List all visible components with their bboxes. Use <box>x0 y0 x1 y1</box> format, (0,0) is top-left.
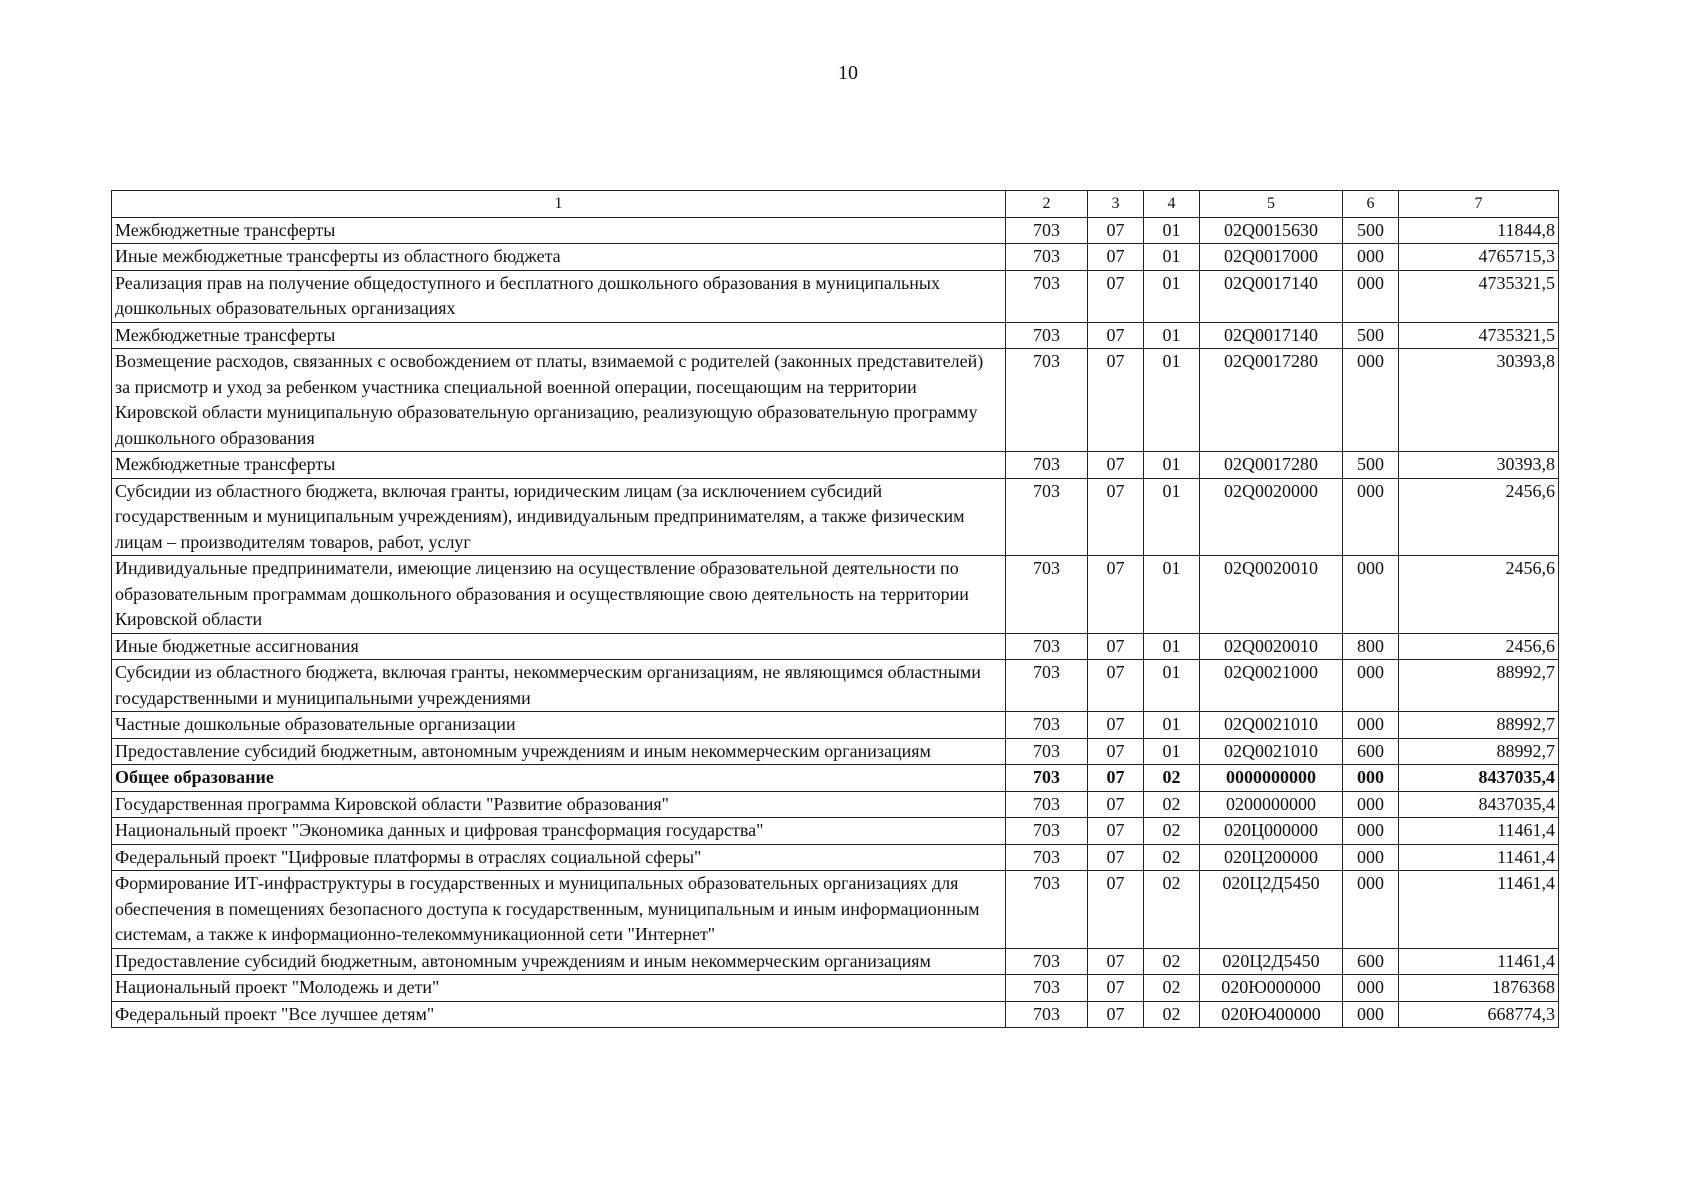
cell-expense-type: 500 <box>1343 452 1399 479</box>
cell-subsection: 01 <box>1144 556 1200 634</box>
cell-amount: 4735321,5 <box>1399 322 1559 349</box>
header-col-3: 3 <box>1088 191 1144 218</box>
table-row <box>112 765 1559 792</box>
cell-expense-type: 000 <box>1343 270 1399 322</box>
cell-target-article: 02Q0020010 <box>1200 556 1343 634</box>
cell-subsection: 02 <box>1144 1001 1200 1028</box>
cell-ministry-code: 703 <box>1006 478 1088 556</box>
cell-name: Иные межбюджетные трансферты из областного бюджета <box>112 244 1006 271</box>
cell-target-article: 02Q0017140 <box>1200 322 1343 349</box>
cell-amount: 88992,7 <box>1399 738 1559 765</box>
cell-section: 07 <box>1088 738 1144 765</box>
cell-section: 07 <box>1088 478 1144 556</box>
cell-ministry-code: 703 <box>1006 712 1088 739</box>
cell-ministry-code: 703 <box>1006 349 1088 452</box>
header-col-2: 2 <box>1006 191 1088 218</box>
cell-expense-type: 500 <box>1343 217 1399 244</box>
cell-subsection: 01 <box>1144 349 1200 452</box>
cell-name: Иные бюджетные ассигнования <box>112 633 1006 660</box>
table-row <box>112 478 1559 556</box>
cell-ministry-code: 703 <box>1006 322 1088 349</box>
table-row <box>112 244 1559 271</box>
cell-amount: 11844,8 <box>1399 217 1559 244</box>
table-row <box>112 322 1559 349</box>
cell-target-article: 0200000000 <box>1200 791 1343 818</box>
cell-target-article: 020Ц200000 <box>1200 844 1343 871</box>
cell-expense-type: 000 <box>1343 818 1399 845</box>
cell-amount: 4735321,5 <box>1399 270 1559 322</box>
cell-target-article: 02Q0017140 <box>1200 270 1343 322</box>
cell-section: 07 <box>1088 452 1144 479</box>
cell-target-article: 020Ц2Д5450 <box>1200 871 1343 949</box>
cell-ministry-code: 703 <box>1006 844 1088 871</box>
cell-subsection: 02 <box>1144 871 1200 949</box>
cell-subsection: 01 <box>1144 478 1200 556</box>
cell-expense-type: 000 <box>1343 478 1399 556</box>
cell-subsection: 01 <box>1144 660 1200 712</box>
cell-ministry-code: 703 <box>1006 556 1088 634</box>
cell-section: 07 <box>1088 818 1144 845</box>
cell-target-article: 020Ц000000 <box>1200 818 1343 845</box>
page-number: 10 <box>838 62 858 84</box>
table-header-row <box>112 191 1559 218</box>
cell-section: 07 <box>1088 948 1144 975</box>
cell-amount: 2456,6 <box>1399 478 1559 556</box>
cell-target-article: 02Q0021010 <box>1200 738 1343 765</box>
cell-expense-type: 500 <box>1343 322 1399 349</box>
table-row <box>112 948 1559 975</box>
cell-target-article: 020Ц2Д5450 <box>1200 948 1343 975</box>
cell-expense-type: 000 <box>1343 871 1399 949</box>
cell-name: Субсидии из областного бюджета, включая гранты, некоммерческим организациям, не являющимся областными государственными и муниципальными учреждениями <box>112 660 1006 712</box>
cell-subsection: 01 <box>1144 452 1200 479</box>
cell-subsection: 01 <box>1144 244 1200 271</box>
table-row <box>112 452 1559 479</box>
header-col-1: 1 <box>112 191 1006 218</box>
table-row <box>112 1001 1559 1028</box>
cell-name: Федеральный проект "Все лучшее детям" <box>112 1001 1006 1028</box>
cell-ministry-code: 703 <box>1006 217 1088 244</box>
cell-name: Межбюджетные трансферты <box>112 452 1006 479</box>
cell-ministry-code: 703 <box>1006 452 1088 479</box>
cell-section: 07 <box>1088 1001 1144 1028</box>
table-row <box>112 818 1559 845</box>
cell-amount: 88992,7 <box>1399 660 1559 712</box>
cell-section: 07 <box>1088 244 1144 271</box>
cell-amount: 8437035,4 <box>1399 791 1559 818</box>
table-row <box>112 738 1559 765</box>
cell-name: Государственная программа Кировской области "Развитие образования" <box>112 791 1006 818</box>
header-col-7: 7 <box>1399 191 1559 218</box>
table-row <box>112 660 1559 712</box>
budget-table <box>111 190 1559 1028</box>
cell-subsection: 02 <box>1144 844 1200 871</box>
cell-amount: 88992,7 <box>1399 712 1559 739</box>
header-col-4: 4 <box>1144 191 1200 218</box>
cell-expense-type: 600 <box>1343 738 1399 765</box>
cell-subsection: 02 <box>1144 765 1200 792</box>
cell-subsection: 02 <box>1144 791 1200 818</box>
cell-section: 07 <box>1088 349 1144 452</box>
cell-name: Формирование ИТ-инфраструктуры в государственных и муниципальных образовательных организациях для обеспечения в помещениях безопасного доступа к государственным, муниципальным и иным информационным системам, а также к информационно-телекоммуникационной сети "Интернет" <box>112 871 1006 949</box>
cell-name: Субсидии из областного бюджета, включая гранты, юридическим лицам (за исключением субсидий государственным и муниципальным учреждениям), индивидуальным предпринимателям, а также физическим лицам – производителям товаров, работ, услуг <box>112 478 1006 556</box>
cell-ministry-code: 703 <box>1006 270 1088 322</box>
cell-expense-type: 000 <box>1343 556 1399 634</box>
cell-name: Межбюджетные трансферты <box>112 217 1006 244</box>
table-row <box>112 633 1559 660</box>
cell-expense-type: 000 <box>1343 844 1399 871</box>
cell-target-article: 020Ю000000 <box>1200 975 1343 1002</box>
cell-target-article: 02Q0021000 <box>1200 660 1343 712</box>
cell-ministry-code: 703 <box>1006 871 1088 949</box>
cell-name: Национальный проект "Экономика данных и цифровая трансформация государства" <box>112 818 1006 845</box>
cell-section: 07 <box>1088 791 1144 818</box>
cell-target-article: 02Q0020000 <box>1200 478 1343 556</box>
cell-expense-type: 000 <box>1343 712 1399 739</box>
cell-section: 07 <box>1088 322 1144 349</box>
cell-name: Индивидуальные предприниматели, имеющие лицензию на осуществление образовательной деятельности по образовательным программам дошкольного образования и осуществляющие свою деятельность на территории Кировской области <box>112 556 1006 634</box>
cell-ministry-code: 703 <box>1006 633 1088 660</box>
table-row <box>112 844 1559 871</box>
cell-amount: 8437035,4 <box>1399 765 1559 792</box>
cell-ministry-code: 703 <box>1006 791 1088 818</box>
table-row <box>112 270 1559 322</box>
table-row <box>112 791 1559 818</box>
cell-subsection: 01 <box>1144 712 1200 739</box>
cell-amount: 2456,6 <box>1399 556 1559 634</box>
header-col-6: 6 <box>1343 191 1399 218</box>
cell-section: 07 <box>1088 712 1144 739</box>
cell-expense-type: 800 <box>1343 633 1399 660</box>
cell-name: Предоставление субсидий бюджетным, автономным учреждениям и иным некоммерческим организациям <box>112 948 1006 975</box>
cell-subsection: 01 <box>1144 270 1200 322</box>
cell-ministry-code: 703 <box>1006 244 1088 271</box>
cell-ministry-code: 703 <box>1006 1001 1088 1028</box>
cell-expense-type: 000 <box>1343 660 1399 712</box>
cell-target-article: 02Q0017280 <box>1200 452 1343 479</box>
cell-amount: 11461,4 <box>1399 844 1559 871</box>
table-row <box>112 871 1559 949</box>
cell-subsection: 01 <box>1144 633 1200 660</box>
cell-section: 07 <box>1088 844 1144 871</box>
cell-subsection: 02 <box>1144 948 1200 975</box>
cell-amount: 30393,8 <box>1399 349 1559 452</box>
table-row <box>112 975 1559 1002</box>
cell-expense-type: 000 <box>1343 244 1399 271</box>
cell-amount: 11461,4 <box>1399 818 1559 845</box>
cell-expense-type: 000 <box>1343 975 1399 1002</box>
cell-section: 07 <box>1088 270 1144 322</box>
cell-target-article: 0000000000 <box>1200 765 1343 792</box>
cell-expense-type: 000 <box>1343 765 1399 792</box>
cell-subsection: 02 <box>1144 975 1200 1002</box>
cell-section: 07 <box>1088 975 1144 1002</box>
cell-expense-type: 000 <box>1343 349 1399 452</box>
cell-amount: 11461,4 <box>1399 871 1559 949</box>
cell-amount: 4765715,3 <box>1399 244 1559 271</box>
cell-target-article: 02Q0015630 <box>1200 217 1343 244</box>
cell-ministry-code: 703 <box>1006 975 1088 1002</box>
cell-section: 07 <box>1088 765 1144 792</box>
cell-amount: 2456,6 <box>1399 633 1559 660</box>
cell-section: 07 <box>1088 217 1144 244</box>
cell-ministry-code: 703 <box>1006 660 1088 712</box>
cell-name: Частные дошкольные образовательные организации <box>112 712 1006 739</box>
cell-name: Реализация прав на получение общедоступного и бесплатного дошкольного образования в муниципальных дошкольных образовательных организациях <box>112 270 1006 322</box>
cell-target-article: 02Q0017000 <box>1200 244 1343 271</box>
cell-expense-type: 000 <box>1343 791 1399 818</box>
cell-amount: 1876368 <box>1399 975 1559 1002</box>
cell-subsection: 01 <box>1144 322 1200 349</box>
cell-target-article: 02Q0021010 <box>1200 712 1343 739</box>
cell-amount: 11461,4 <box>1399 948 1559 975</box>
cell-subsection: 01 <box>1144 217 1200 244</box>
table-row <box>112 556 1559 634</box>
cell-target-article: 020Ю400000 <box>1200 1001 1343 1028</box>
cell-expense-type: 600 <box>1343 948 1399 975</box>
cell-target-article: 02Q0020010 <box>1200 633 1343 660</box>
cell-subsection: 01 <box>1144 738 1200 765</box>
cell-section: 07 <box>1088 556 1144 634</box>
cell-ministry-code: 703 <box>1006 738 1088 765</box>
cell-subsection: 02 <box>1144 818 1200 845</box>
cell-name: Межбюджетные трансферты <box>112 322 1006 349</box>
cell-section: 07 <box>1088 660 1144 712</box>
cell-name: Национальный проект "Молодежь и дети" <box>112 975 1006 1002</box>
table-row <box>112 712 1559 739</box>
cell-amount: 668774,3 <box>1399 1001 1559 1028</box>
cell-name: Возмещение расходов, связанных с освобождением от платы, взимаемой с родителей (законных представителей) за присмотр и уход за ребенком участника специальной военной операции, посещающим на территории Кировской области муниципальную образовательную организацию, реализующую образовательную программу дошкольного образования <box>112 349 1006 452</box>
cell-ministry-code: 703 <box>1006 818 1088 845</box>
cell-section: 07 <box>1088 871 1144 949</box>
table-row <box>112 349 1559 452</box>
cell-name: Общее образование <box>112 765 1006 792</box>
cell-name: Предоставление субсидий бюджетным, автономным учреждениям и иным некоммерческим организациям <box>112 738 1006 765</box>
cell-section: 07 <box>1088 633 1144 660</box>
header-col-5: 5 <box>1200 191 1343 218</box>
table-row <box>112 217 1559 244</box>
cell-amount: 30393,8 <box>1399 452 1559 479</box>
cell-expense-type: 000 <box>1343 1001 1399 1028</box>
cell-name: Федеральный проект "Цифровые платформы в отраслях социальной сферы" <box>112 844 1006 871</box>
cell-ministry-code: 703 <box>1006 765 1088 792</box>
cell-ministry-code: 703 <box>1006 948 1088 975</box>
cell-target-article: 02Q0017280 <box>1200 349 1343 452</box>
